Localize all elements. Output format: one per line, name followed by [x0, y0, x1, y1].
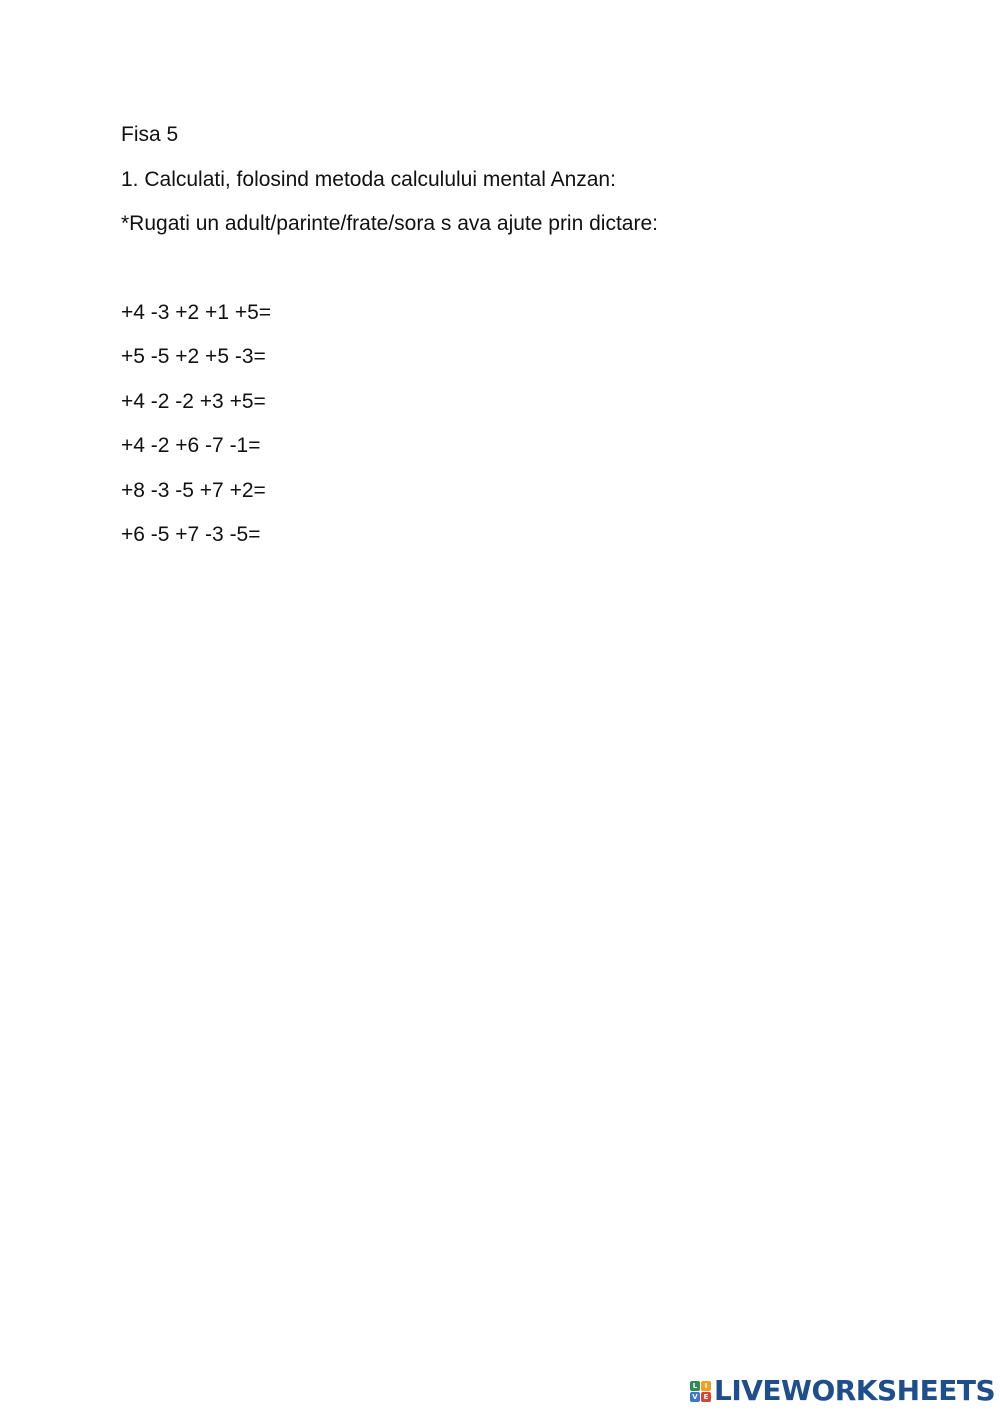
exercise-item: +4 -2 -2 +3 +5= — [121, 389, 266, 413]
instruction-text: 1. Calculati, folosind metoda calculului mental Anzan: — [121, 167, 616, 191]
brand-wordmark: LIVEWORKSHEETS — [714, 1374, 996, 1407]
exercise-list — [121, 300, 921, 549]
exercise-item: +6 -5 +7 -3 -5= — [121, 523, 261, 546]
exercise-item: +5 -5 +2 +5 -3= — [121, 345, 266, 368]
exercise-item: +8 -3 -5 +7 +2= — [121, 478, 266, 502]
exercise-item: +4 -3 +2 +1 +5= — [121, 300, 272, 324]
exercise-item: +4 -2 +6 -7 -1= — [121, 434, 261, 457]
logo-tile: E — [701, 1392, 711, 1402]
logo-tile: I — [701, 1381, 711, 1391]
spacer — [121, 256, 921, 300]
liveworksheets-logo-icon — [690, 1381, 711, 1402]
dictation-note: *Rugati un adult/parinte/frate/sora s ava ajute prin dictare: — [121, 212, 658, 235]
logo-tile: V — [690, 1392, 700, 1402]
logo-tile: L — [690, 1381, 700, 1391]
liveworksheets-brand — [690, 1374, 995, 1408]
worksheet-title: Fisa 5 — [121, 123, 179, 146]
worksheet — [121, 122, 921, 567]
